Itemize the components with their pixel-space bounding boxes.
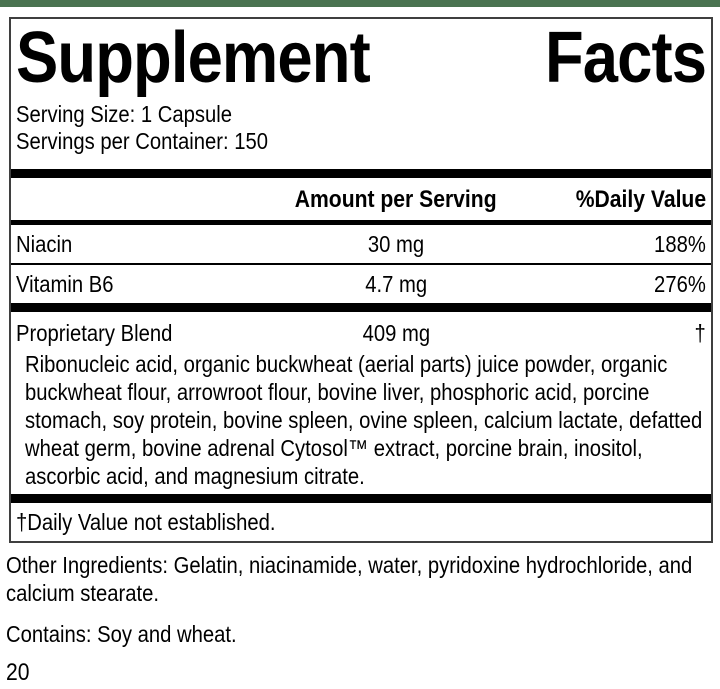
thick-rule-top bbox=[11, 169, 711, 178]
nutrient-dv-dagger: † bbox=[694, 320, 706, 347]
nutrient-amount-cell bbox=[256, 231, 536, 257]
header-daily-value-cell bbox=[536, 187, 706, 213]
header-amount-label: Amount per Serving bbox=[295, 186, 497, 214]
nutrient-dv-cell bbox=[536, 231, 706, 257]
nutrient-amount-cell bbox=[256, 271, 536, 297]
proprietary-blend-ingredients: Ribonucleic acid, organic buckwheat (aerial parts) juice powder, organic buckwheat flour, arrowroot flour, bovine liver, phosphoric acid, porcine stomach, soy protein, bovine spleen, ovine spleen, calcium lactate, defatted wheat germ, bovine adrenal Cytosol™ extract, porcine brain, inositol, ascorbic acid, and magnesium citrate. bbox=[25, 351, 703, 490]
top-accent-strip bbox=[0, 0, 720, 7]
header-daily-value-label: %Daily Value bbox=[575, 186, 706, 214]
panel-title-word-facts: Facts bbox=[544, 18, 706, 98]
contains-statement bbox=[6, 621, 720, 648]
below-panel-section bbox=[6, 551, 720, 686]
column-header-row bbox=[11, 178, 711, 220]
contains-statement-text: Contains: Soy and wheat. bbox=[6, 621, 237, 648]
nutrient-name: Vitamin B6 bbox=[16, 271, 114, 298]
nutrient-amount-cell bbox=[256, 320, 536, 346]
supplement-facts-panel bbox=[9, 17, 713, 543]
table-row-niacin bbox=[11, 225, 711, 263]
page-number bbox=[6, 660, 720, 686]
page-number-text: 20 bbox=[6, 659, 30, 687]
table-row-vitamin-b6 bbox=[11, 265, 711, 303]
nutrient-amount: 409 mg bbox=[362, 320, 430, 347]
serving-size-line bbox=[11, 101, 711, 128]
thick-rule-above-footnote bbox=[11, 494, 711, 503]
nutrient-name: Niacin bbox=[16, 231, 73, 258]
nutrient-amount: 30 mg bbox=[367, 231, 425, 258]
table-row-proprietary-blend bbox=[11, 312, 711, 348]
other-ingredients-text: Other Ingredients: Gelatin, niacinamide, water, pyridoxine hydrochloride, and calcium stearate. bbox=[6, 552, 693, 607]
nutrient-dv: 188% bbox=[654, 231, 706, 258]
nutrient-dv: 276% bbox=[654, 271, 706, 298]
nutrient-amount: 4.7 mg bbox=[365, 271, 427, 298]
thick-rule-above-blend bbox=[11, 303, 711, 312]
nutrient-name-cell bbox=[16, 320, 256, 346]
nutrient-name-cell bbox=[16, 231, 256, 257]
nutrient-dv-cell bbox=[536, 271, 706, 297]
panel-title-word-supplement: Supplement bbox=[16, 18, 370, 98]
daily-value-footnote-text: †Daily Value not established. bbox=[16, 509, 276, 536]
daily-value-footnote bbox=[11, 503, 711, 541]
nutrient-name-cell bbox=[16, 271, 256, 297]
servings-per-container-line bbox=[11, 128, 711, 155]
nutrient-name: Proprietary Blend bbox=[16, 320, 173, 347]
nutrient-dv-cell bbox=[536, 320, 706, 346]
panel-title bbox=[11, 18, 711, 98]
servings-per-container-text: Servings per Container: 150 bbox=[16, 128, 269, 155]
header-amount-cell bbox=[256, 187, 536, 213]
serving-size-text: Serving Size: 1 Capsule bbox=[16, 101, 233, 128]
